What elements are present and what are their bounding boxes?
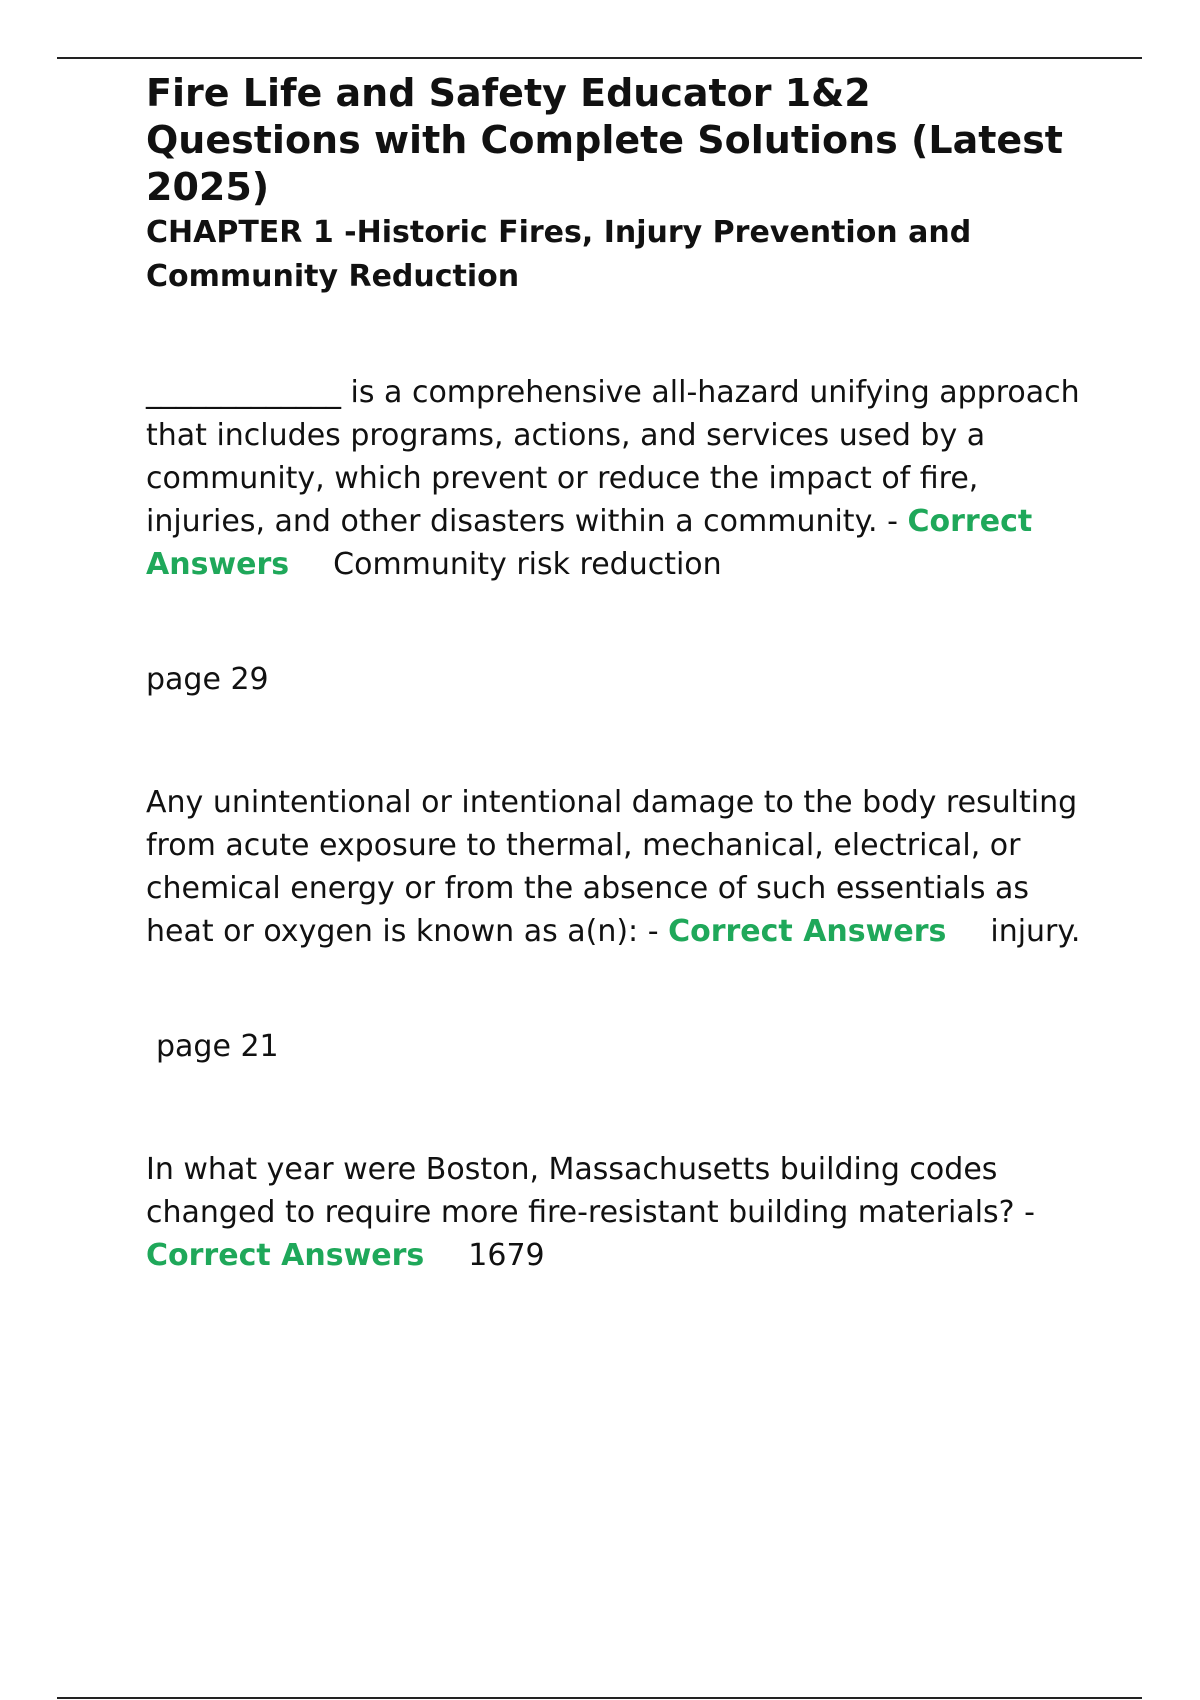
- qa-item: [146, 371, 1096, 586]
- document-title: Fire Life and Safety Educator 1&2 Questions with Complete Solutions (Latest 2025): [146, 71, 1063, 209]
- question-text: In what year were Boston, Massachusetts building codes changed to require more fire-resistant building materials? -: [146, 1152, 1035, 1230]
- correct-answers-label: Correct Answers: [146, 1238, 425, 1273]
- correct-answers-label: Correct Answers: [146, 504, 1033, 582]
- qa-item: [146, 781, 1096, 953]
- answer-text: Community risk reduction: [333, 547, 722, 582]
- page-reference: page 29: [146, 662, 269, 697]
- document-body: [146, 70, 1096, 1277]
- bottom-divider: [57, 1697, 1142, 1699]
- qa-item: [146, 1148, 1096, 1277]
- correct-answers-label: Correct Answers: [668, 914, 947, 949]
- answer-text: injury.: [990, 914, 1081, 949]
- top-divider: [57, 57, 1142, 59]
- answer-text: 1679: [468, 1238, 545, 1273]
- chapter-title: CHAPTER 1 -Historic Fires, Injury Prevention and Community Reduction: [146, 215, 972, 294]
- question-text: _____________ is a comprehensive all-hazard unifying approach that includes programs, actions, and services used by a community, which prevent or reduce the impact of fire, injuries, and other disasters within a community. -: [146, 375, 1080, 539]
- page-reference: page 21: [156, 1029, 279, 1064]
- question-text: Any unintentional or intentional damage to the body resulting from acute exposure to thermal, mechanical, electrical, or chemical energy or from the absence of such essentials as heat or oxygen is known as a(n): -: [146, 785, 1078, 949]
